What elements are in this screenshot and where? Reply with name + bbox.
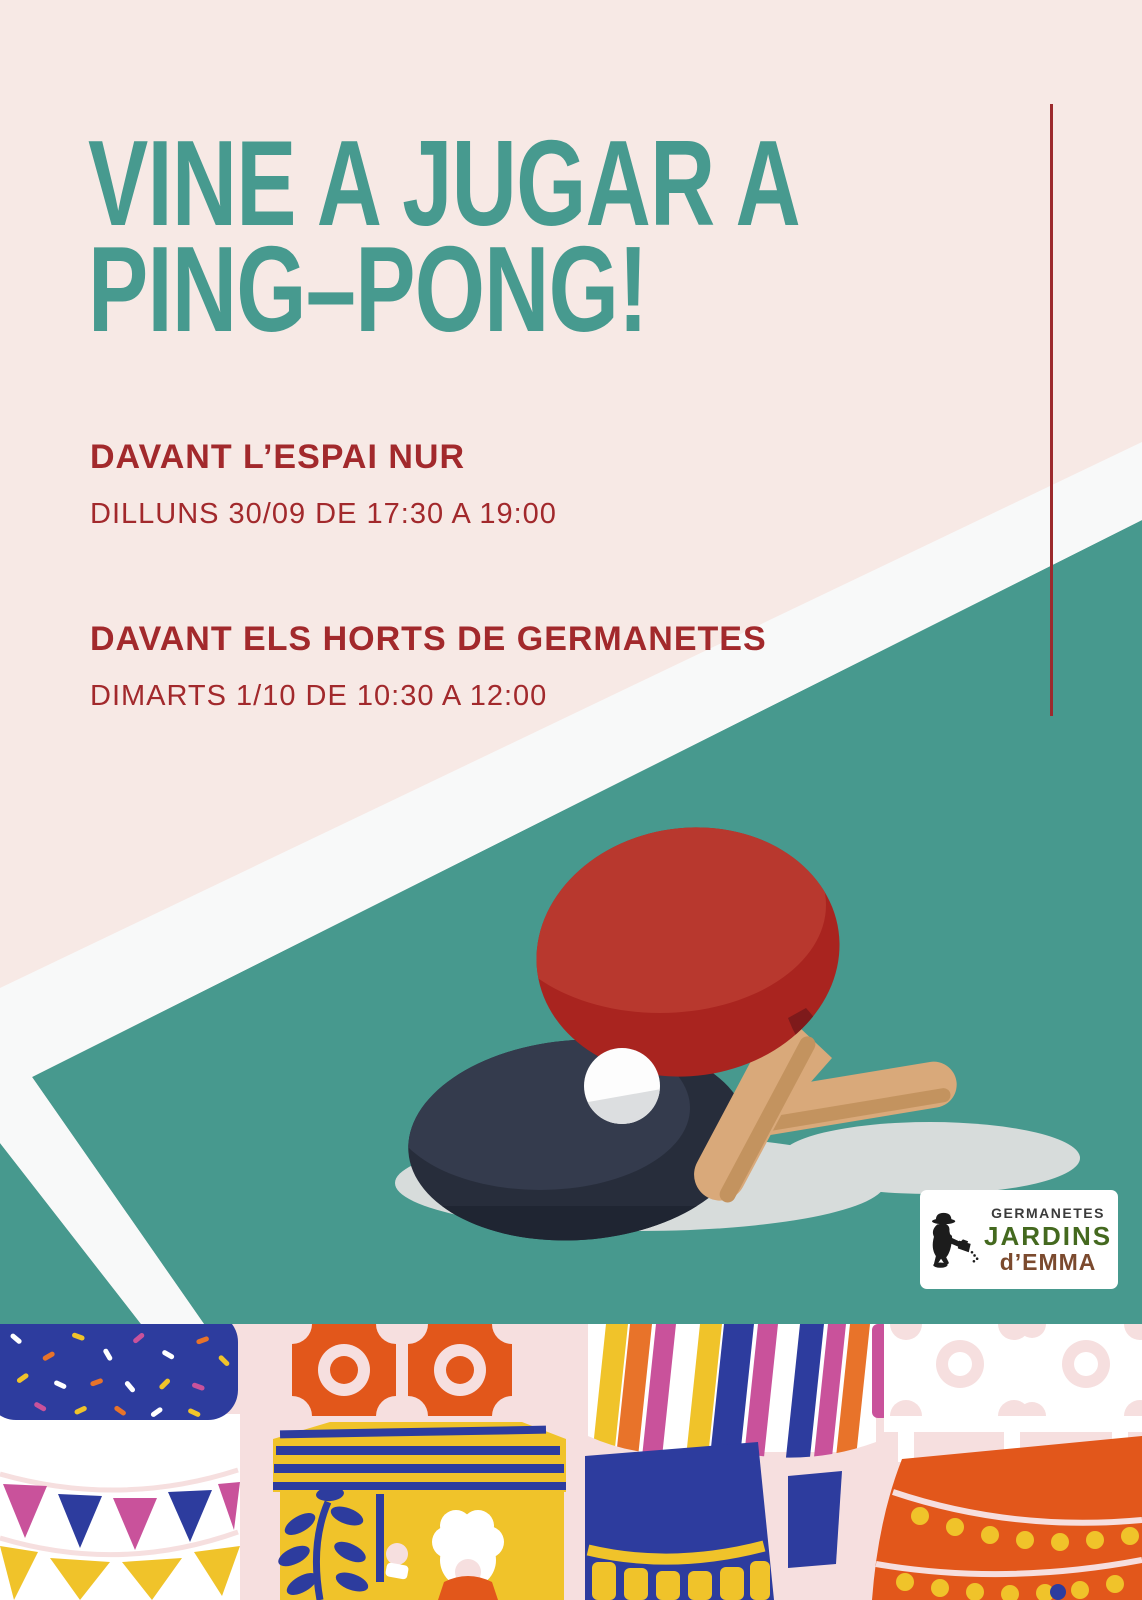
event-place: DAVANT ELS HORTS DE GERMANETES xyxy=(90,620,767,658)
logo-line-demma: d’EMMA xyxy=(999,1248,1097,1275)
event-time: DILLUNS 30/09 DE 17:30 A 19:00 xyxy=(90,498,557,530)
paddle-shadow-right xyxy=(780,1122,1080,1194)
event-time: DIMARTS 1/10 DE 10:30 A 12:00 xyxy=(90,680,548,712)
festival-strip-illustration xyxy=(0,1324,1142,1600)
yellow-market-stall xyxy=(273,1422,566,1600)
title-line-2: PING–PONG! xyxy=(88,221,648,358)
germanetes-logo-card xyxy=(920,1190,1118,1289)
title-line-1: VINE A JUGAR A xyxy=(88,115,800,251)
child-watering-silhouette-icon xyxy=(920,1198,984,1282)
confetti-canopy xyxy=(0,1324,238,1420)
stall-vendor xyxy=(432,1510,504,1600)
logo-line-germanetes: GERMANETES xyxy=(991,1204,1105,1221)
orange-canopy-lights xyxy=(872,1436,1142,1600)
event-place: DAVANT L’ESPAI NUR xyxy=(90,438,466,476)
logo-line-jardins: JARDINS xyxy=(984,1220,1113,1251)
